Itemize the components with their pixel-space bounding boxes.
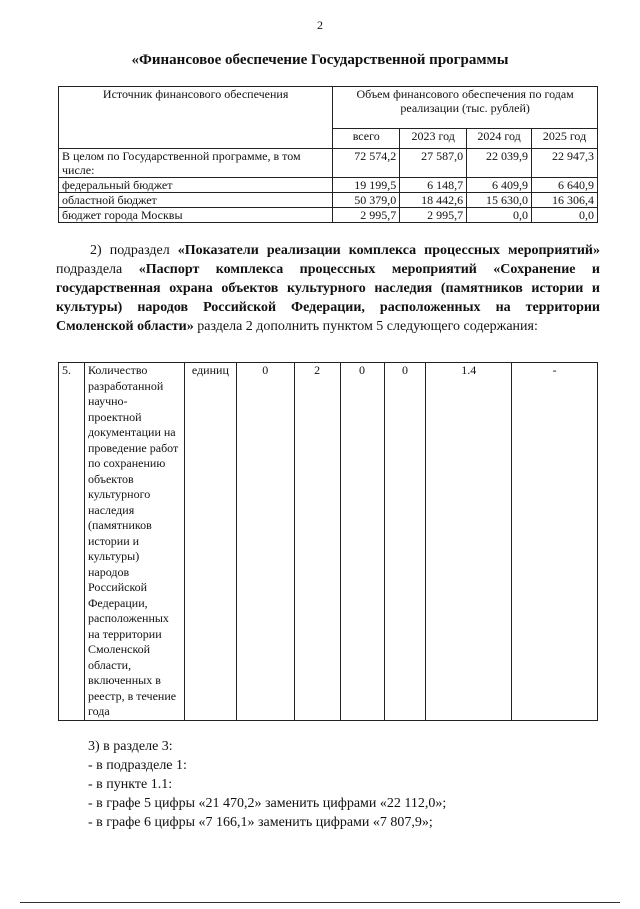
table-row [59,363,598,721]
paragraph-bold-1: «Показатели реализации комплекса процессных мероприятий» [177,243,600,258]
cell-value: 22 947,3 [532,149,598,178]
list-item: - в графе 5 цифры «21 470,2» заменить цифрами «22 112,0»; [88,796,447,811]
cell-value: 15 630,0 [467,193,532,208]
table-row [59,208,598,223]
cell-value: 6 409,9 [467,178,532,193]
indicator-name: Количество разработанной научно-проектной документации на проведение работ по сохранению объектов культурного наследия (памятников истории и культуры) народов Российской Федерации, расположенных на территории Смоленской области, включенных в реестр, в течение года [84,363,184,721]
indicator-value: - [512,363,598,721]
cell-value: 18 442,6 [400,193,467,208]
cell-value: 2 995,7 [333,208,400,223]
cell-value: 27 587,0 [400,149,467,178]
indicator-value: 2 [294,363,340,721]
finance-col-total: всего [333,129,400,149]
cell-value: 16 306,4 [532,193,598,208]
row-label: В целом по Государственной программе, в том числе: [59,149,333,178]
table-row [59,149,598,178]
finance-col-2024: 2024 год [467,129,532,149]
cell-value: 0,0 [532,208,598,223]
cell-value: 2 995,7 [400,208,467,223]
indicator-number: 5. [59,363,85,721]
row-label: областной бюджет [59,193,333,208]
amendment-paragraph [56,241,600,336]
paragraph-suffix: раздела 2 дополнить пунктом 5 следующего содержания: [193,319,538,334]
indicator-value: 0 [384,363,426,721]
changes-list [88,737,446,832]
list-item: 3) в разделе 3: [88,739,173,754]
page-number: 2 [317,18,323,32]
cell-value: 0,0 [467,208,532,223]
cell-value: 6 640,9 [532,178,598,193]
indicator-unit: единиц [184,363,236,721]
indicator-value: 1.4 [426,363,512,721]
paragraph-prefix: 2) подраздел [90,243,178,258]
row-label: бюджет города Москвы [59,208,333,223]
cell-value: 50 379,0 [333,193,400,208]
finance-col-2025: 2025 год [532,129,598,149]
paragraph-bold-2: «Паспорт комплекса процессных мероприятий «Сохранение и государственная охрана объектов культурного наследия (памятников истории и культуры) народов Российской Федерации, расположенных на территории Смоленской области» [56,262,601,334]
cell-value: 19 199,5 [333,178,400,193]
list-item: - в графе 6 цифры «7 166,1» заменить цифрами «7 807,9»; [88,815,433,830]
finance-col-2023: 2023 год [400,129,467,149]
row-label: федеральный бюджет [59,178,333,193]
paragraph-mid: подраздела [56,262,139,277]
indicator-table [58,362,598,721]
finance-header-volume: Объем финансового обеспечения по годам реализации (тыс. рублей) [333,87,598,129]
table-row [59,178,598,193]
cell-value: 6 148,7 [400,178,467,193]
section-title: «Финансовое обеспечение Государственной программы [131,52,509,68]
list-item: - в пункте 1.1: [88,777,173,792]
page-bottom-divider [20,902,620,903]
finance-table [58,86,598,223]
indicator-value: 0 [236,363,294,721]
table-row [59,193,598,208]
list-item: - в подразделе 1: [88,758,187,773]
finance-header-source: Источник финансового обеспечения [59,87,333,149]
indicator-value: 0 [340,363,384,721]
cell-value: 72 574,2 [333,149,400,178]
cell-value: 22 039,9 [467,149,532,178]
